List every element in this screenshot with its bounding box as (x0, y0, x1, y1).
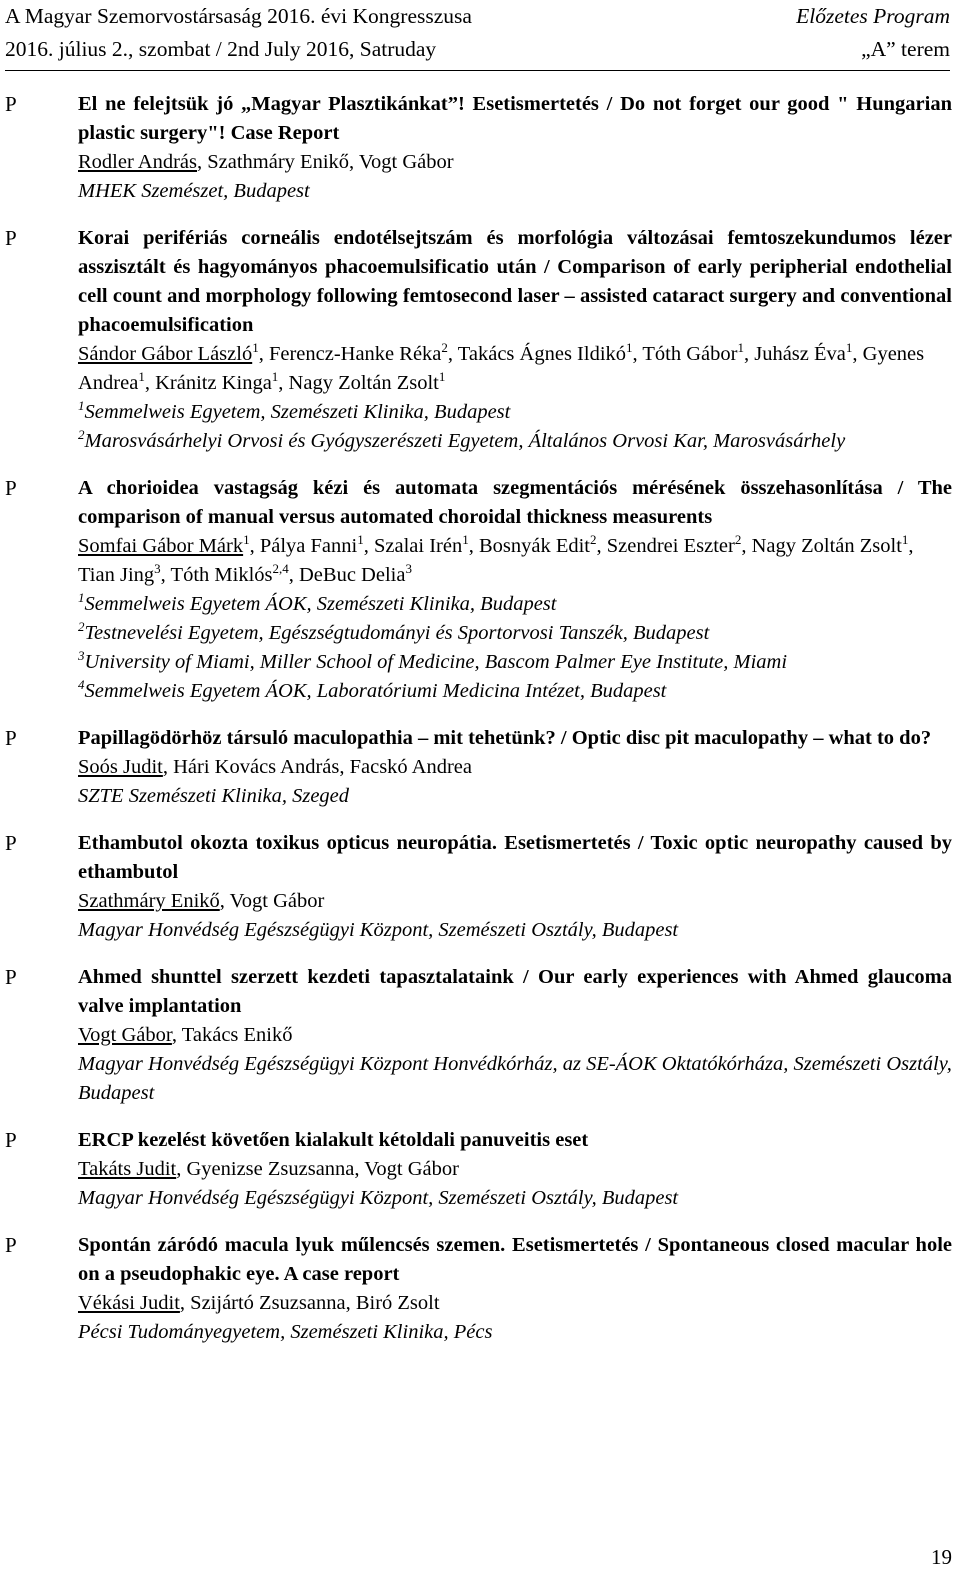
poster-list (0, 90, 960, 1365)
poster-label: P (5, 1233, 17, 1257)
presenting-author: Sándor Gábor László (78, 343, 253, 365)
poster-title: ERCP kezelést követően kialakult kétoldali panuveitis eset (78, 1129, 589, 1151)
co-author: Ferencz-Hanke Réka (268, 343, 442, 365)
affiliation: Magyar Honvédség Egészségügyi Központ, Szemészeti Osztály, Budapest (78, 1187, 679, 1209)
affiliation: Magyar Honvédség Egészségügyi Központ Honvédkórház, az SE-ÁOK Oktatókórháza, Szemészeti Osztály, Budapest (78, 1053, 952, 1104)
author-affiliation-index: 1 (438, 369, 446, 385)
author-list (78, 1021, 952, 1050)
affiliation (78, 398, 952, 427)
affiliation (78, 677, 952, 706)
co-author: Pálya Fanni (259, 535, 358, 557)
page-number: 19 (931, 1545, 952, 1569)
affiliation (78, 648, 952, 677)
affiliation-text: Semmelweis Egyetem ÁOK, Szemészeti Klinika, Budapest (84, 593, 557, 615)
poster-entry (0, 963, 960, 1108)
program-label: Előzetes Program (796, 4, 950, 28)
author-affiliation-index: 2 (441, 340, 448, 356)
poster-title: El ne felejtsük jó „Magyar Plasztikánkat”! Esetismertetés / Do not forget our good " Hungarian plastic surgery"! Case Report (78, 93, 952, 144)
poster-label: P (5, 831, 17, 855)
presenting-author: Vogt Gábor (78, 1024, 172, 1046)
co-author: Szendrei Eszter (606, 535, 735, 557)
poster-entry (0, 474, 960, 706)
author-list (78, 1155, 952, 1184)
affiliation (78, 427, 952, 456)
affiliation (78, 590, 952, 619)
co-author: Takács Ágnes Ildikó (457, 343, 627, 365)
presenting-author: Rodler András (78, 151, 197, 173)
author-affiliation-index: 1 (737, 340, 744, 356)
co-authors: , Gyenizse Zsuzsanna, Vogt Gábor (176, 1158, 459, 1180)
author-affiliation-index: 2,4 (272, 561, 289, 577)
author-affiliation-index: 1 (138, 369, 145, 385)
author-list (78, 148, 952, 177)
co-author: Szalai Irén (373, 535, 463, 557)
poster-title: Ethambutol okozta toxikus opticus neuropátia. Esetismertetés / Toxic optic neuropathy caused by ethambutol (78, 832, 952, 883)
author-affiliation-index: 1 (901, 532, 909, 548)
co-authors: , Takács Enikő (171, 1024, 293, 1046)
presenting-author: Vékási Judit (78, 1292, 180, 1314)
author-list (78, 753, 952, 782)
affiliation-text: Semmelweis Egyetem, Szemészeti Klinika, Budapest (84, 401, 511, 423)
author-affiliation-index: 1 (243, 532, 250, 548)
affiliation-index: 3 (78, 648, 85, 664)
poster-entry (0, 90, 960, 206)
poster-entry (0, 1231, 960, 1347)
affiliation: Magyar Honvédség Egészségügyi Központ, Szemészeti Osztály, Budapest (78, 919, 679, 941)
co-authors: , Hári Kovács András, Facskó Andrea (162, 756, 473, 778)
affiliation (78, 619, 952, 648)
affiliation: MHEK Szemészet, Budapest (78, 180, 310, 202)
presenting-author: Szathmáry Enikő (78, 890, 220, 912)
poster-entry (0, 1126, 960, 1213)
affiliation-index: 2 (78, 619, 85, 635)
header-row-1 (5, 0, 950, 33)
poster-entry (0, 224, 960, 456)
room-label: „A” terem (861, 37, 950, 61)
affiliation-index: 4 (78, 677, 85, 693)
co-author: Kránitz Kinga (155, 372, 272, 394)
co-author: Tian Jing (78, 564, 155, 586)
author-list (78, 887, 952, 916)
poster-label: P (5, 226, 17, 250)
poster-title: A chorioidea vastagság kézi és automata szegmentációs mérésének összehasonlítása / The comparison of manual versus automated choroidal thickness measurents (78, 477, 952, 528)
author-affiliation-index: 3 (405, 561, 412, 577)
author-list (78, 1289, 952, 1318)
co-author: Tóth Gábor (642, 343, 738, 365)
page-header (5, 0, 950, 66)
poster-entry (0, 724, 960, 811)
poster-title: Korai perifériás corneális endotélsejtszám és morfológia változásai femtoszekundumos lézer asszisztált és hagyományos phacoemulsificatio után / Comparison of early peripherial endothelial cell count and morphology following femtosecond laser – assisted cataract surgery and conventional phacoemulsification (78, 227, 952, 336)
header-row-2 (5, 33, 950, 66)
header-divider (5, 70, 950, 71)
affiliation: Pécsi Tudományegyetem, Szemészeti Klinika, Pécs (78, 1321, 493, 1343)
author-affiliation-index: 1 (271, 369, 279, 385)
author-list: Somfai Gábor Márk$^1$, Pálya Fanni$^1$, Szalai Irén$^1$, Bosnyák Edit$^2$, Szendrei Eszter$^2$, Nagy Zoltán Zsolt$^1$, Tian Jing$^3$, Tóth Miklós$^{2,4}$, DeBuc Delia$^3$ (78, 532, 914, 586)
co-author: Bosnyák Edit (478, 535, 590, 557)
presenting-author: Somfai Gábor Márk (78, 535, 244, 557)
co-author: Tóth Miklós (170, 564, 273, 586)
poster-entry (0, 829, 960, 945)
affiliation-index: 1 (78, 590, 85, 606)
author-affiliation-index: 3 (154, 561, 161, 577)
co-authors: , Szathmáry Enikő, Vogt Gábor (197, 151, 454, 173)
affiliation-text: Testnevelési Egyetem, Egészségtudományi és Sportorvosi Tanszék, Budapest (84, 622, 710, 644)
poster-label: P (5, 92, 17, 116)
poster-title: Spontán záródó macula lyuk műlencsés szemen. Esetismertetés / Spontaneous closed macular hole on a pseudophakic eye. A case report (78, 1234, 952, 1285)
poster-title: Ahmed shunttel szerzett kezdeti tapasztalataink / Our early experiences with Ahmed glaucoma valve implantation (78, 966, 952, 1017)
affiliation-text: University of Miami, Miller School of Medicine, Bascom Palmer Eye Institute, Miami (84, 651, 788, 673)
congress-title: A Magyar Szemorvostársaság 2016. évi Kongresszusa (5, 4, 472, 28)
author-affiliation-index: 1 (845, 340, 853, 356)
co-author: Gyenes Andrea (78, 343, 925, 394)
co-author: DeBuc Delia (299, 564, 406, 586)
co-author: Juhász Éva (754, 343, 846, 365)
affiliation-text: Marosvásárhelyi Orvosi és Gyógyszerészeti Egyetem, Általános Orvosi Kar, Marosvásárhely (84, 430, 846, 452)
author-affiliation-index: 2 (734, 532, 742, 548)
affiliation-index: 2 (78, 427, 85, 443)
poster-label: P (5, 476, 17, 500)
author-affiliation-index: 1 (626, 340, 633, 356)
affiliation-index: 1 (78, 398, 85, 414)
co-authors: , Szijártó Zsuzsanna, Biró Zsolt (179, 1292, 440, 1314)
session-date: 2016. július 2., szombat / 2nd July 2016, Satruday (5, 37, 437, 61)
affiliation-text: Semmelweis Egyetem ÁOK, Laboratóriumi Medicina Intézet, Budapest (84, 680, 667, 702)
co-author: Nagy Zoltán Zsolt (751, 535, 902, 557)
poster-label: P (5, 1128, 17, 1152)
presenting-author: Soós Judit (78, 756, 163, 778)
co-author: Nagy Zoltán Zsolt (288, 372, 439, 394)
author-affiliation-index: 1 (357, 532, 364, 548)
co-authors: , Vogt Gábor (219, 890, 325, 912)
presenting-author: Takáts Judit (78, 1158, 177, 1180)
author-affiliation-index: 1 (462, 532, 469, 548)
author-affiliation-index: 1 (252, 340, 259, 356)
poster-label: P (5, 965, 17, 989)
poster-label: P (5, 726, 17, 750)
poster-title: Papillagödörhöz társuló maculopathia – mit tehetünk? / Optic disc pit maculopathy – what to do? (78, 727, 932, 749)
author-affiliation-index: 2 (590, 532, 597, 548)
author-list: Sándor Gábor László$^1$, Ferencz-Hanke Réka$^2$, Takács Ágnes Ildikó$^1$, Tóth Gábor$^1$, Juhász Éva$^1$, Gyenes Andrea$^1$, Kránitz Kinga$^1$, Nagy Zoltán Zsolt$^1$ (78, 340, 925, 394)
affiliation: SZTE Szemészeti Klinika, Szeged (78, 785, 350, 807)
